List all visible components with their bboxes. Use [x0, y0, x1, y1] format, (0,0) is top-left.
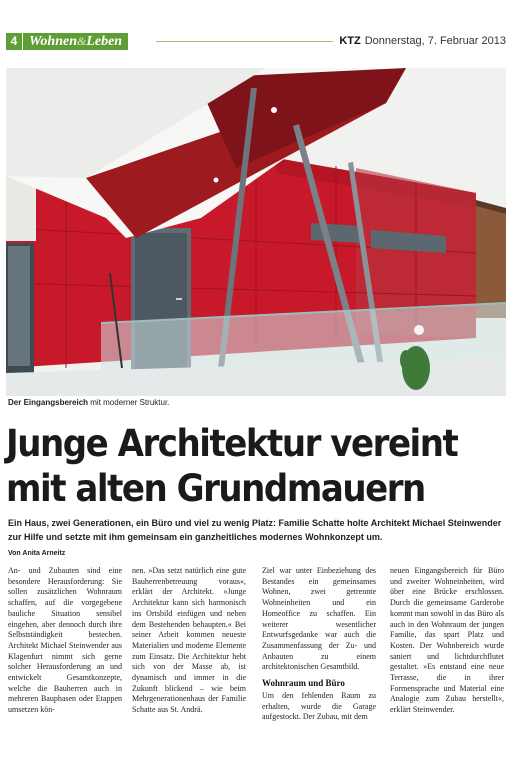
article-column-3: [262, 566, 376, 723]
section-label: [23, 33, 128, 50]
section-part-2: Leben: [86, 34, 123, 49]
article-column-4: [390, 566, 504, 716]
section-part-1: Wohnen: [29, 34, 77, 49]
page-number: 4: [6, 33, 22, 50]
byline: Von Anita Arneitz: [8, 550, 66, 557]
article-column-2: [132, 566, 246, 716]
subheading: Wohnraum und Büro: [262, 678, 345, 689]
caption-text: mit moderner Struktur.: [88, 398, 170, 407]
column-4-text: neuen Eingangsbereich für Büro und zweiter Wohneinheiten, wird über eine Brücke erschlossen. Durch die gemeinsame Garderobe kommt man sowohl in das Büro als auch in den Wohnraum der jungen Familie, das spart Platz und Kosten. Der Wohnbereich wurde saniert und lichtdurchflutet gestaltet. »Es entstand eine neue Terrasse, die in ihrer Formensprache und Material eine Analogie zum Zubau herstellt«, erklärt Steinwender.: [390, 566, 504, 715]
headline-line-1: Junge Architektur vereint: [6, 422, 458, 465]
lead-paragraph: Ein Haus, zwei Generationen, ein Büro und viel zu wenig Platz: Familie Schatte holte Architekt Michael Steinwender zur Hilfe und setzte mit ihm gemeinsam ein ganzheitliches modernes Wohnkonzept um.: [8, 518, 502, 542]
column-3-text-continued: Um den fehlenden Raum zu erhalten, wurde die Garage aufgestockt. Der Zubau, mit dem: [262, 691, 376, 722]
column-1-text: An- und Zubauten sind eine besondere Herausforderung: Sie sollen zusätzlichen Wohnraum schaffen, auf die vorgegebene bauliche Situation sensibel eingehen, aber dennoch durch ihre Selbstständigkeit bestechen. Architekt Michael Steinwender aus Klagenfurt nimmt sich gerne solcher Herausforderung an und entwickelt Gesamtkonzepte, welche die Bauherren auch in mehreren Bauphasen oder Etappen umsetzen kön-: [8, 566, 122, 715]
caption-bold: Der Eingangsbereich: [8, 398, 89, 407]
article-column-1: [8, 566, 122, 716]
headline: [6, 421, 466, 511]
section-ampersand: &: [76, 34, 87, 48]
issue-date: Donnerstag, 7. Februar 2013: [364, 35, 506, 47]
article-photo: [6, 68, 506, 396]
page-header: [6, 33, 506, 51]
house-entrance-illustration: [6, 68, 506, 396]
column-2-text: nen. »Das setzt natürlich eine gute Bauherrenbetreuung voraus«, erklärt der Architekt. »Junge Architektur kann sich harmonisch ins Ortsbild einfügen und neben dem Bestehenden behaupten.« Bei seiner Arbeit kommen neueste Materialien und moderne Elemente zum Einsatz. Die Architektur hebt sich von der Masse ab, ist dynamisch und immer in die Zukunft blickend – wie beim Mehrgenerationenhaus der Familie Schatte aus St. Andrä.: [132, 566, 246, 715]
paper-info: [333, 33, 506, 50]
column-3-text: Ziel war unter Einbeziehung des Bestandes ein gemeinsames Wohnen, zwei getrennte Wohneinheiten und ein Homeoffice zu schaffen. Ein weiterer wesentlicher Entwurfsgedanke war auch die Zusammenfassung der Zu- und Anbauten zu einem architektonischen Gesamtbild.: [262, 566, 376, 672]
paper-name: KTZ: [339, 35, 361, 47]
photo-caption: [8, 398, 169, 407]
headline-line-2: mit alten Grundmauern: [6, 467, 425, 510]
